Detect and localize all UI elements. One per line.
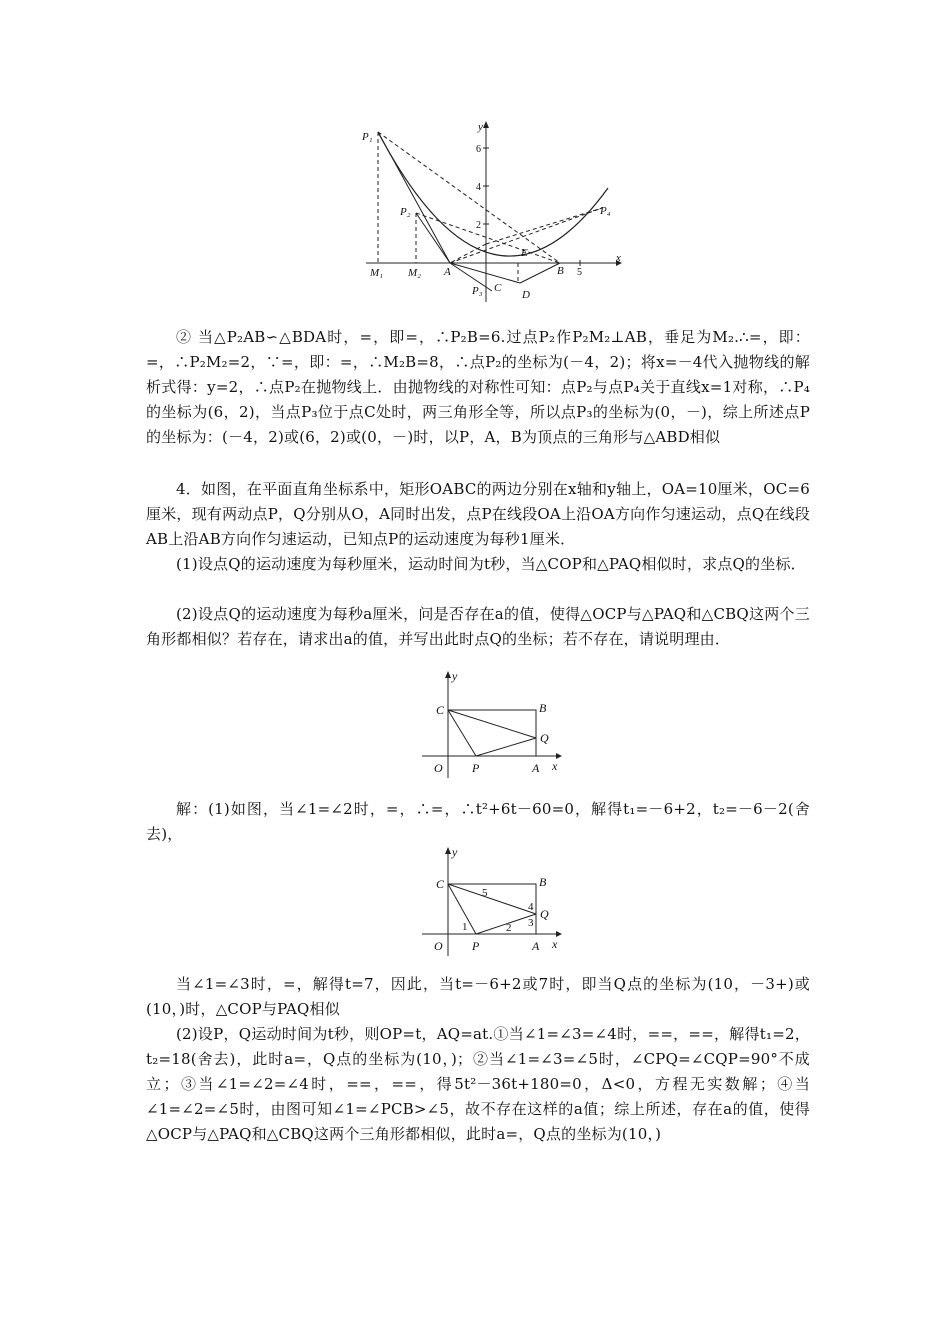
rectangle-oabc bbox=[448, 710, 536, 756]
segment-cq bbox=[448, 884, 536, 914]
label-p: P bbox=[472, 761, 480, 775]
label-c: C bbox=[494, 282, 502, 294]
label-b: B bbox=[539, 875, 547, 889]
paragraph-answer-1-cont: 当∠1=∠3时，=，解得t=7，因此，当t=－6+2或7时，即当Q点的坐标为(10，－3+)或(10，)时，△COP与PAQ相似 bbox=[146, 975, 810, 1018]
angle-3: 3 bbox=[528, 917, 534, 929]
label-p1: P₁ bbox=[362, 131, 373, 143]
label-p3: P₃ bbox=[472, 285, 483, 297]
label-c: C bbox=[436, 703, 445, 717]
figure-rectangle-2 bbox=[420, 842, 570, 958]
label-y: y bbox=[452, 669, 458, 683]
segment-p1-a bbox=[378, 132, 450, 263]
tick-6: 6 bbox=[476, 144, 481, 155]
label-y: y bbox=[452, 845, 458, 859]
segment-cq bbox=[448, 710, 536, 738]
label-b: B bbox=[539, 701, 547, 715]
y-axis-arrow bbox=[483, 121, 489, 128]
label-x: x bbox=[552, 937, 558, 951]
label-o: O bbox=[434, 761, 443, 775]
paragraph-answer-2: (2)设P，Q运动时间为t秒，则OP=t，AQ=at.①当∠1=∠3=∠4时，==，==，解得t₁=2，t₂=18(舍去)，此时a=，Q点的坐标为(10，)；②当∠1=∠3=∠5时，∠CPQ=∠CQP=90°不成立；③当∠1=∠2=∠4时，==，==，得5t²－36t+180=0，Δ<0，方程无实数解；④当∠1=∠2=∠5时，由图可知∠1=∠PCB>∠5，故不存在这样的a值；综上所述，存在a的值，使得△OCP与△PAQ和△CBQ这两个三角形都相似，此时a=，Q点的坐标为(10，) bbox=[146, 1025, 810, 1143]
paragraph-answer-1: 解：(1)如图，当∠1=∠2时，=，∴=，∴t²+6t－60=0，解得t₁=－6+2，t₂=－6－2(舍去)， bbox=[146, 800, 810, 843]
angle-2: 2 bbox=[506, 922, 512, 934]
label-a: A bbox=[532, 761, 540, 775]
label-c: C bbox=[436, 877, 445, 891]
paragraph-question-2: (2)设点Q的运动速度为每秒a厘米，问是否存在a的值，使得△OCP与△PAQ和△CBQ这两个三角形都相似？若存在，请求出a的值，并写出此时点Q的坐标；若不存在，请说明理由． bbox=[146, 605, 810, 648]
tick-5: 5 bbox=[577, 267, 582, 278]
segment-a-d bbox=[450, 263, 520, 283]
label-y: y bbox=[478, 121, 483, 133]
figure-parabola bbox=[358, 118, 628, 304]
segment-pq bbox=[476, 738, 536, 756]
angle-5: 5 bbox=[482, 887, 488, 899]
label-a: A bbox=[532, 939, 540, 953]
segment-p2-a bbox=[416, 213, 450, 263]
label-x: x bbox=[616, 252, 621, 264]
segment-cp bbox=[448, 710, 476, 756]
label-m2: M₂ bbox=[408, 267, 421, 279]
label-x: x bbox=[552, 759, 558, 773]
figure-rectangle-1 bbox=[420, 666, 570, 782]
label-m1: M₁ bbox=[370, 267, 383, 279]
label-p4: P₄ bbox=[600, 205, 611, 217]
angle-1: 1 bbox=[462, 921, 468, 933]
segment-d-b bbox=[520, 263, 560, 283]
label-d: D bbox=[522, 289, 530, 301]
paragraph-solution-part2: ② 当△P₂AB∽△BDA时，=，即=，∴P₂B=6.过点P₂作P₂M₂⊥AB，垂足为M₂.∴=，即：=，∴P₂M₂=2，∵=，即：=，∴M₂B=8，∴点P₂的坐标为(－4，2)；将x=－4代入抛物线的解析式得：y=2，∴点P₂在抛物线上．由抛物线的对称性可知：点P₂与点P₄关于直线x=1对称，∴P₄的坐标为(6，2)，当点P₃位于点C处时，两三角形全等，所以点P₃的坐标为(0，－)，综上所述点P的坐标为：(－4，2)或(6，2)或(0，－)时，以P，A，B为顶点的三角形与△ABD相似 bbox=[146, 328, 810, 446]
angle-4: 4 bbox=[528, 901, 534, 913]
paragraph-problem-4: 4．如图，在平面直角坐标系中，矩形OABC的两边分别在x轴和y轴上，OA=10厘米，OC=6厘米，现有两动点P，Q分别从O，A同时出发，点P在线段OA上沿OA方向作匀速运动，点Q在线段AB上沿AB方向作匀速运动，已知点P的运动速度为每秒1厘米． bbox=[146, 480, 810, 548]
label-o: O bbox=[434, 939, 443, 953]
paragraph-question-1: (1)设点Q的运动速度为每秒厘米，运动时间为t秒，当△COP和△PAQ相似时，求点Q的坐标． bbox=[176, 555, 806, 573]
tick-4: 4 bbox=[476, 182, 481, 193]
label-e: E bbox=[521, 247, 528, 259]
label-p: P bbox=[472, 939, 480, 953]
label-a: A bbox=[444, 266, 451, 278]
label-b: B bbox=[557, 265, 564, 277]
label-p2: P₂ bbox=[400, 206, 411, 218]
label-q: Q bbox=[540, 907, 549, 921]
tick-2: 2 bbox=[476, 220, 481, 231]
label-q: Q bbox=[540, 731, 549, 745]
